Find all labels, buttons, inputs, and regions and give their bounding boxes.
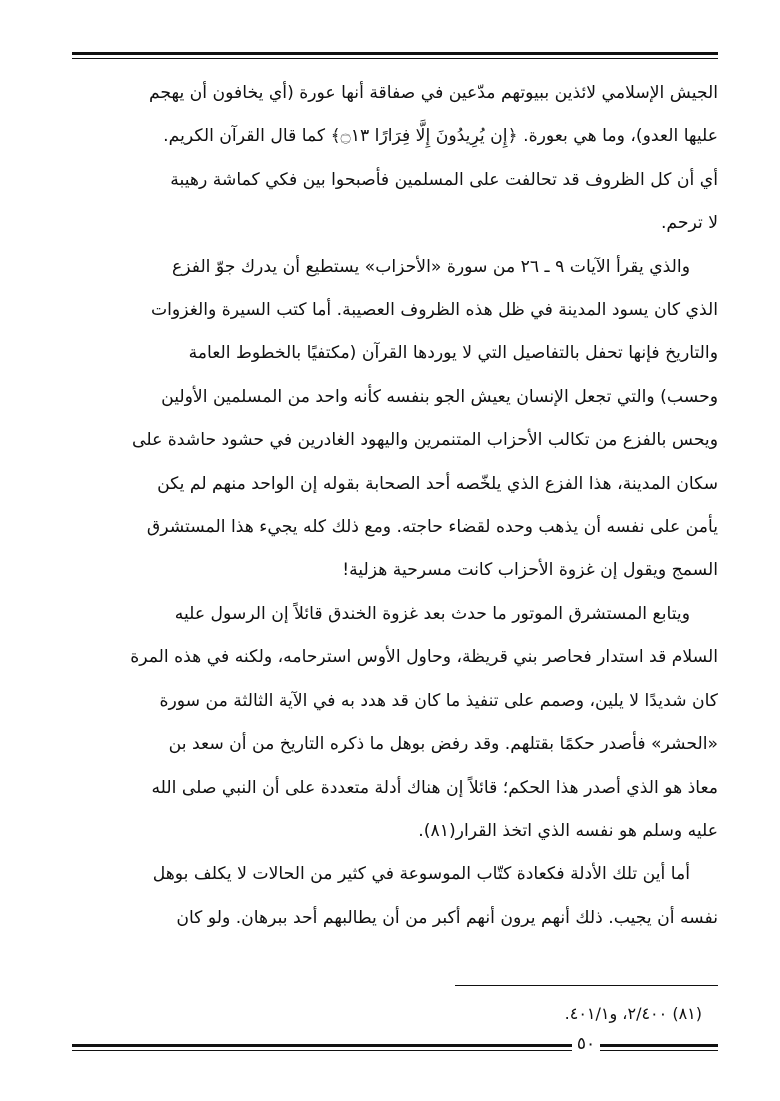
- text-line: نفسه أن يجيب. ذلك أنهم يرون أنهم أكبر من أن يطالبهم أحد ببرهان. ولو كان: [176, 907, 718, 928]
- footnote-separator: [455, 985, 718, 986]
- text-line: ويتابع المستشرق الموتور ما حدث بعد غزوة الخندق قائلاً إن الرسول عليه: [174, 603, 690, 624]
- footnote: (٨١) ٢/٤٠٠، و٤٠١/١.: [564, 1004, 702, 1023]
- footer-rule-right-thin: [600, 1050, 718, 1051]
- text-line: سكان المدينة، هذا الفزع الذي يلخّصه أحد الصحابة بقوله إن الواحد منهم لم يكن: [157, 473, 718, 494]
- text-line: أما أين تلك الأدلة فكعادة كتّاب الموسوعة في كثير من الحالات لا يكلف بوهل: [152, 864, 690, 885]
- footer-rule-left-thin: [72, 1050, 572, 1051]
- main-text: [72, 72, 718, 940]
- text-line: معاذ هو الذي أصدر هذا الحكم؛ قائلاً إن هناك أدلة متعددة على أن النبي صلى الله: [151, 777, 718, 798]
- paragraph-3: [72, 593, 718, 853]
- text-line: أي أن كل الظروف قد تحالفت على المسلمين فأصبحوا بين فكي كماشة رهيبة: [170, 169, 718, 190]
- text-line: والذي يقرأ الآيات ٩ ـ ٢٦ من سورة «الأحزاب» يستطيع أن يدرك جوّ الفزع: [172, 256, 690, 277]
- paragraph-2: [72, 246, 718, 593]
- header-rule-thin: [72, 58, 718, 59]
- text-line: «الحشر» فأصدر حكمًا بقتلهم. وقد رفض بوهل ما ذكره التاريخ من أن سعد بن: [168, 734, 718, 755]
- text-line: السمج ويقول إن غزوة الأحزاب كانت مسرحية هزلية!: [342, 560, 718, 581]
- text-line: الجيش الإسلامي لائذين ببيوتهم مدّعين في صفاقة أنها عورة (أي يخافون أن يهجم: [148, 83, 718, 103]
- text-line: الذي كان يسود المدينة في ظل هذه الظروف العصيبة. أما كتب السيرة والغزوات: [150, 300, 718, 321]
- text-line: والتاريخ فإنها تحفل بالتفاصيل التي لا يوردها القرآن (مكتفيًا بالخطوط العامة: [188, 343, 718, 364]
- footer-rule-right-thick: [600, 1044, 718, 1047]
- text-line: عليه وسلم هو نفسه الذي اتخذ القرار(٨١).: [418, 820, 718, 841]
- text-line: ويحس بالفزع من تكالب الأحزاب المتنمرين واليهود الغادرين في حشود حاشدة على: [132, 430, 718, 451]
- page-number: ٥٠: [576, 1034, 596, 1054]
- header-rule-thick: [72, 52, 718, 55]
- text-line: يأمن على نفسه أن يذهب وحده لقضاء حاجته. ومع ذلك كله يجيء هذا المستشرق: [146, 517, 718, 538]
- footer-rule-left-thick: [72, 1044, 572, 1047]
- text-line: السلام قد استدار فحاصر بني قريظة، وحاول الأوس استرحامه، ولكنه في هذه المرة: [130, 647, 718, 668]
- paragraph-1: [72, 72, 718, 246]
- paragraph-4: [72, 853, 718, 940]
- text-line: عليها العدو)، وما هي بعورة. ﴿إِن يُرِيدُونَ إِلَّا فِرَارًا ۝١٣﴾ كما قال القرآن الكريم.: [163, 126, 718, 147]
- text-line: لا ترحم.: [660, 213, 718, 234]
- text-line: كان شديدًا لا يلين، وصمم على تنفيذ ما كان قد هدد به في الآية الثالثة من سورة: [159, 690, 718, 711]
- text-line: وحسب) والتي تجعل الإنسان يعيش الجو بنفسه كأنه واحد من المسلمين الأولين: [161, 386, 718, 407]
